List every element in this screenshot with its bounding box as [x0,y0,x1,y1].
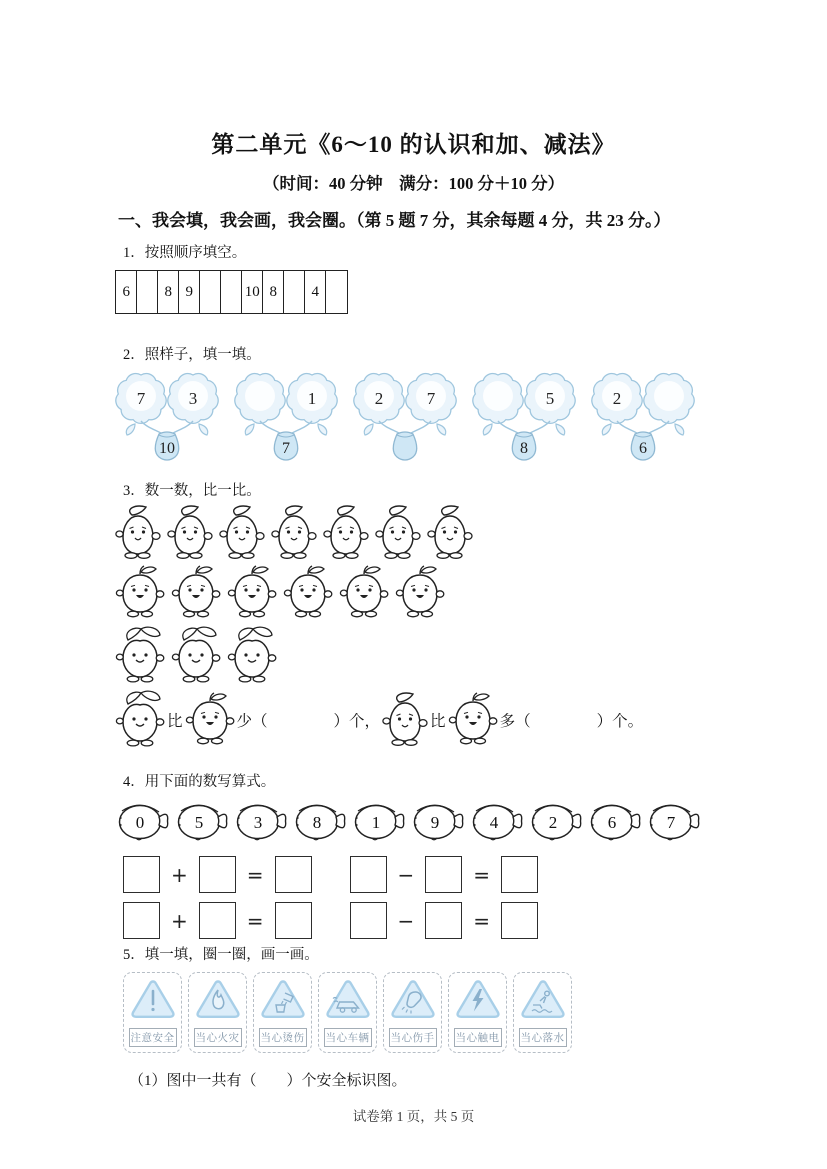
compare-text: 比 [167,713,183,730]
fish-number [410,798,467,847]
answer-box[interactable] [501,856,538,893]
fish-number [174,798,231,847]
svg-text:8: 8 [520,440,528,457]
operator-equals: = [473,862,491,887]
svg-text:3: 3 [188,389,198,408]
fish-icon [587,798,644,842]
sequence-cell-blank[interactable] [325,270,348,314]
answer-box[interactable] [199,856,236,893]
sign-label: 注意安全 [129,1028,177,1047]
apple-character-icon [339,564,389,618]
fish-number [528,798,585,847]
svg-text:9: 9 [430,813,440,832]
fish-icon [351,798,408,842]
sign-triangle [259,978,307,1025]
sign-triangle [454,978,502,1025]
svg-text:1: 1 [307,389,317,408]
hand-injury-icon [389,978,437,1020]
fruit-row-apple [115,564,747,623]
fruit-peach [227,625,277,688]
question-3 [115,481,747,748]
svg-text:5: 5 [545,389,555,408]
balloon-group [234,371,338,468]
fruit-pear [271,503,317,564]
sign-label: 当心烫伤 [259,1028,307,1047]
fruit-pear [382,690,428,751]
apple-character-icon [448,691,498,745]
svg-text:0: 0 [135,813,145,832]
balloon-row [115,371,747,468]
compare-text: ）个， [333,713,381,730]
safety-sign [123,972,182,1053]
peach-character-icon [171,625,221,683]
sequence-cell: 9 [178,270,201,314]
safety-sign [513,972,572,1053]
equation-row [115,902,747,939]
answer-box[interactable] [123,856,160,893]
drowning-icon [519,978,567,1020]
question-5-sub1: （1）图中一共有（ ）个安全标识图。 [129,1073,407,1089]
compare-text: ）个。 [596,713,644,730]
pear-character-icon [323,503,369,559]
fruit-pear [323,503,369,564]
answer-box[interactable] [501,902,538,939]
sign-label: 当心车辆 [324,1028,372,1047]
answer-box[interactable] [425,902,462,939]
fruit-rows [115,503,747,688]
question-1-label: 1．按照顺序填空。 [123,245,247,261]
vehicle-icon [324,978,372,1020]
operator-equals: = [473,908,491,933]
balloon-pair-icon [353,371,457,463]
fruit-peach [115,625,165,688]
scald-icon [259,978,307,1020]
page-title: 第二单元《6～10 的认识和加、减法》 [211,132,616,157]
fruit-peach [115,689,165,752]
svg-text:7: 7 [666,813,676,832]
fruit-apple [185,691,235,750]
answer-box[interactable] [350,902,387,939]
pear-character-icon [271,503,317,559]
apple-character-icon [115,564,165,618]
sign-triangle [519,978,567,1025]
fish-number [292,798,349,847]
sign-label: 当心火灾 [194,1028,242,1047]
compare-text: 少（ [236,713,268,730]
fruit-apple [171,564,221,623]
peach-character-icon [115,625,165,683]
apple-character-icon [283,564,333,618]
question-3-label: 3．数一数，比一比。 [123,483,261,499]
balloon-group [472,371,576,468]
balloon-pair-icon [234,371,338,463]
fish-icon [233,798,290,842]
sign-label: 当心触电 [454,1028,502,1047]
section-heading: 一、我会填，我会画，我会圈。（第 5 题 7 分，其余每题 4 分，共 23 分。） [118,211,671,230]
question-5-label: 5．填一填，圈一圈，画一画。 [123,947,319,963]
sequence-cell: 10 [241,270,264,314]
pear-character-icon [115,503,161,559]
compare-text: 比 [430,713,446,730]
fish-icon [469,798,526,842]
svg-text:3: 3 [253,813,263,832]
question-5 [115,945,747,1090]
balloon-pair-icon [472,371,576,463]
operator-minus: − [397,908,415,933]
balloon-pair-icon [591,371,695,463]
fish-icon [646,798,703,842]
fruit-peach [171,625,221,688]
page-footer: 试卷第 1 页，共 5 页 [352,1109,475,1124]
operator-equals: = [246,862,264,887]
electric-shock-icon [454,978,502,1020]
answer-box[interactable] [350,856,387,893]
sequence-cell: 8 [157,270,180,314]
operator-minus: − [397,862,415,887]
fruit-apple [283,564,333,623]
svg-text:8: 8 [312,813,322,832]
fish-number [469,798,526,847]
compare-text: 多（ [499,713,531,730]
sign-label: 当心落水 [519,1028,567,1047]
fish-number [587,798,644,847]
question-4-label: 4．用下面的数写算式。 [123,774,276,790]
sequence-cell: 6 [115,270,138,314]
sign-triangle [194,978,242,1025]
pear-character-icon [375,503,421,559]
page-subtitle: （时间：40 分钟 满分：100 分＋10 分） [262,174,565,193]
equation-row [115,856,747,893]
answer-box[interactable] [123,902,160,939]
fruit-apple [115,564,165,623]
apple-character-icon [395,564,445,618]
svg-text:7: 7 [136,389,146,408]
svg-text:1: 1 [371,813,381,832]
pear-character-icon [167,503,213,559]
svg-text:6: 6 [607,813,617,832]
operator-plus: + [171,908,188,933]
safety-sign [383,972,442,1053]
fish-icon [528,798,585,842]
sequence-cell: 4 [304,270,327,314]
sign-triangle [324,978,372,1025]
balloon-group [115,371,219,468]
fruit-pear [115,503,161,564]
sequence-cell-blank[interactable] [199,270,222,314]
fish-number [233,798,290,847]
pear-character-icon [219,503,265,559]
sequence-cell: 8 [262,270,285,314]
peach-character-icon [227,625,277,683]
question-2 [115,345,747,468]
fish-icon [292,798,349,842]
svg-text:2: 2 [374,389,384,408]
pear-character-icon [382,690,428,746]
svg-text:6: 6 [639,440,647,457]
fish-number [646,798,703,847]
question-1 [115,243,747,314]
sequence-cell-blank[interactable] [283,270,306,314]
safety-sign [188,972,247,1053]
sign-triangle [389,978,437,1025]
fire-icon [194,978,242,1020]
fruit-apple [448,691,498,750]
answer-box[interactable] [275,856,312,893]
apple-character-icon [171,564,221,618]
fish-row [115,798,747,847]
sequence-strip [115,270,747,314]
exam-content [0,209,827,1090]
svg-text:2: 2 [612,389,622,408]
balloon-pair-icon [115,371,219,463]
fish-icon [174,798,231,842]
question-2-label: 2．照样子，填一填。 [123,347,261,363]
fruit-row-pear [115,503,747,564]
fruit-apple [339,564,389,623]
balloon-group [353,371,457,468]
answer-box[interactable] [199,902,236,939]
operator-equals: = [246,908,264,933]
peach-character-icon [115,689,165,747]
svg-text:2: 2 [548,813,558,832]
operator-plus: + [171,862,188,887]
answer-box[interactable] [275,902,312,939]
exclamation-icon [129,978,177,1020]
apple-character-icon [185,691,235,745]
fruit-apple [395,564,445,623]
svg-text:10: 10 [159,440,175,457]
fruit-pear [427,503,473,564]
fish-icon [115,798,172,842]
sequence-cell-blank[interactable] [220,270,243,314]
svg-text:4: 4 [489,813,499,832]
safety-signs-row [123,972,747,1053]
equation-rows [115,856,747,939]
fruit-apple [227,564,277,623]
svg-text:7: 7 [426,389,436,408]
fruit-pear [375,503,421,564]
fruit-pear [167,503,213,564]
fish-number [351,798,408,847]
compare-line [115,692,747,748]
fish-icon [410,798,467,842]
answer-box[interactable] [425,856,462,893]
safety-sign [448,972,507,1053]
apple-character-icon [227,564,277,618]
sequence-cell-blank[interactable] [136,270,159,314]
balloon-group [591,371,695,468]
sign-triangle [129,978,177,1025]
svg-text:5: 5 [194,813,204,832]
safety-sign [318,972,377,1053]
fruit-row-peach [115,625,747,688]
sign-label: 当心伤手 [389,1028,437,1047]
question-4 [115,772,747,939]
safety-sign [253,972,312,1053]
pear-character-icon [427,503,473,559]
svg-text:7: 7 [282,440,290,457]
fruit-pear [219,503,265,564]
fish-number [115,798,172,847]
